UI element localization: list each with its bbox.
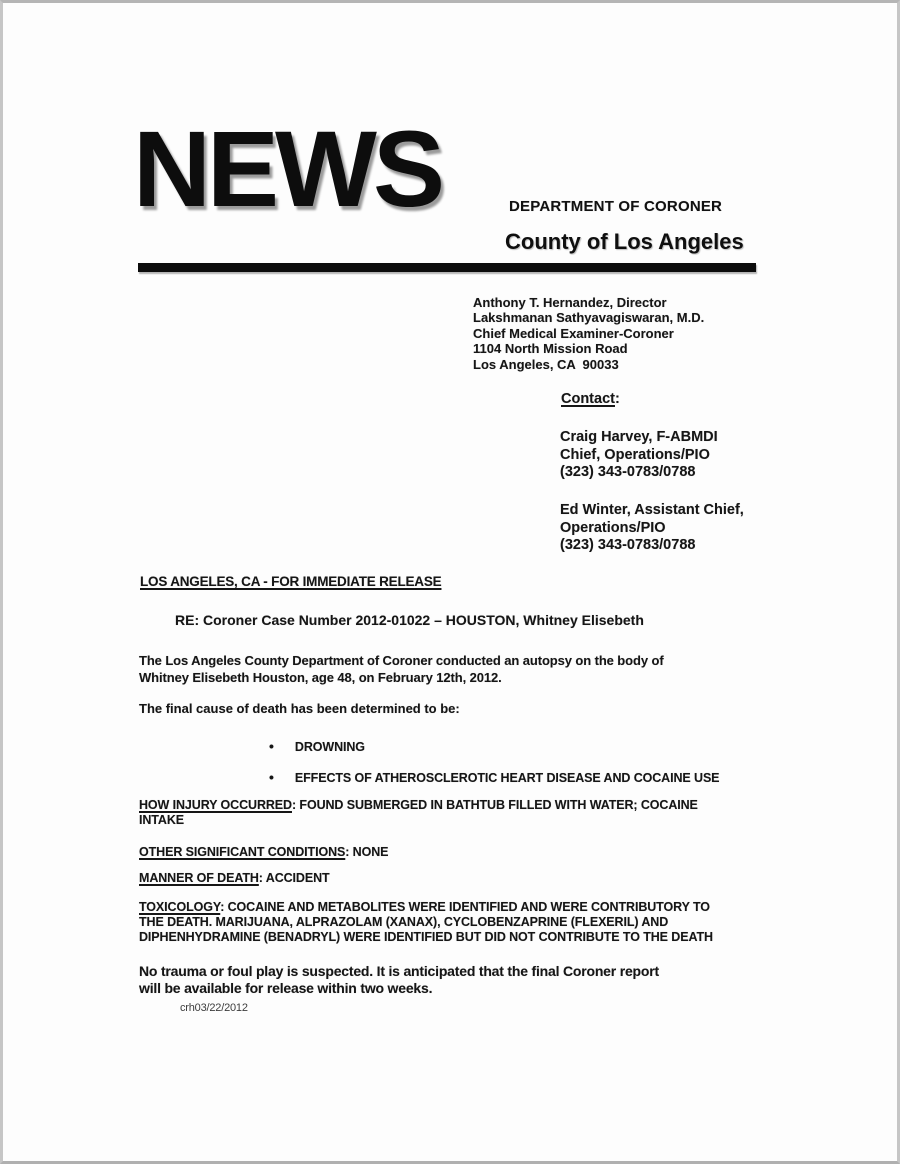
- other-conditions-text: : NONE: [345, 845, 389, 859]
- intro-line: The Los Angeles County Department of Coroner conducted an autopsy on the body of: [139, 653, 664, 668]
- how-injury-text: : FOUND SUBMERGED IN BATHTUB FILLED WITH WATER; COCAINE: [291, 798, 698, 812]
- news-masthead: NEWS: [133, 108, 441, 229]
- other-conditions-label: OTHER SIGNIFICANT CONDITIONS: [139, 845, 346, 859]
- closing-line: will be available for release within two weeks.: [139, 980, 433, 996]
- case-subject: RE: Coroner Case Number 2012-01022 – HOUSTON, Whitney Elisebeth: [175, 612, 644, 628]
- footnote-initials: crh03/22/2012: [180, 1002, 248, 1014]
- address-line: Los Angeles, CA 90033: [473, 356, 619, 372]
- how-injury-section: [139, 798, 779, 828]
- contact-heading: [561, 391, 620, 407]
- toxicology-line: [139, 900, 789, 915]
- cause-text: DROWNING: [294, 740, 365, 754]
- bullet-icon: •: [269, 738, 274, 754]
- cause-item: [269, 769, 719, 785]
- manner-of-death-text: : ACCIDENT: [258, 871, 330, 885]
- cause-item: [269, 738, 365, 754]
- toxicology-line: THE DEATH. MARIJUANA, ALPRAZOLAM (XANAX), CYCLOBENZAPRINE (FLEXERIL) AND: [139, 915, 669, 930]
- address-block: [473, 295, 704, 372]
- manner-of-death-label: MANNER OF DEATH: [139, 871, 259, 885]
- intro-line: Whitney Elisebeth Houston, age 48, on February 12th, 2012.: [139, 670, 502, 685]
- contact-line: Chief, Operations/PIO: [560, 446, 710, 463]
- address-line: 1104 North Mission Road: [473, 341, 628, 357]
- manner-of-death-line: [139, 871, 330, 886]
- dateline: [140, 574, 441, 589]
- intro-paragraph: [139, 652, 779, 686]
- contact-entry: [560, 429, 718, 482]
- contact-heading-label: Contact: [561, 391, 615, 407]
- address-line: Lakshmanan Sathyavagiswaran, M.D.: [473, 310, 705, 326]
- closing-line: No trauma or foul play is suspected. It is anticipated that the final Coroner report: [139, 963, 659, 979]
- cause-intro: The final cause of death has been determined to be:: [139, 701, 460, 716]
- contact-line: (323) 343-0783/0788: [560, 537, 696, 554]
- contact-line: (323) 343-0783/0788: [560, 464, 696, 481]
- how-injury-line: [139, 798, 779, 813]
- how-injury-label: HOW INJURY OCCURRED: [139, 798, 292, 812]
- county-title: County of Los Angeles: [505, 229, 744, 254]
- contact-line: Ed Winter, Assistant Chief,: [560, 502, 744, 518]
- other-conditions-line: [139, 845, 388, 860]
- closing-paragraph: [139, 963, 659, 997]
- toxicology-text: : COCAINE AND METABOLITES WERE IDENTIFIED AND WERE CONTRIBUTORY TO: [220, 900, 710, 914]
- contact-entry: [560, 502, 744, 555]
- address-line: Chief Medical Examiner-Coroner: [473, 325, 674, 341]
- address-line: Anthony T. Hernandez, Director: [473, 295, 667, 310]
- masthead-rule: [138, 263, 756, 272]
- toxicology-label: TOXICOLOGY: [139, 900, 221, 914]
- cause-text: EFFECTS OF ATHEROSCLEROTIC HEART DISEASE AND COCAINE USE: [294, 771, 720, 785]
- contact-line: Operations/PIO: [560, 519, 666, 536]
- toxicology-line: DIPHENHYDRAMINE (BENADRYL) WERE IDENTIFIED BUT DID NOT CONTRIBUTE TO THE DEATH: [139, 930, 713, 945]
- bullet-icon: •: [269, 769, 274, 785]
- contact-heading-colon: :: [614, 391, 620, 407]
- how-injury-line: INTAKE: [139, 813, 184, 828]
- contact-line: Craig Harvey, F-ABMDI: [560, 429, 718, 445]
- dateline-text: LOS ANGELES, CA - FOR IMMEDIATE RELEASE: [140, 574, 442, 589]
- department-title: DEPARTMENT OF CORONER: [509, 198, 723, 215]
- toxicology-paragraph: [139, 900, 789, 946]
